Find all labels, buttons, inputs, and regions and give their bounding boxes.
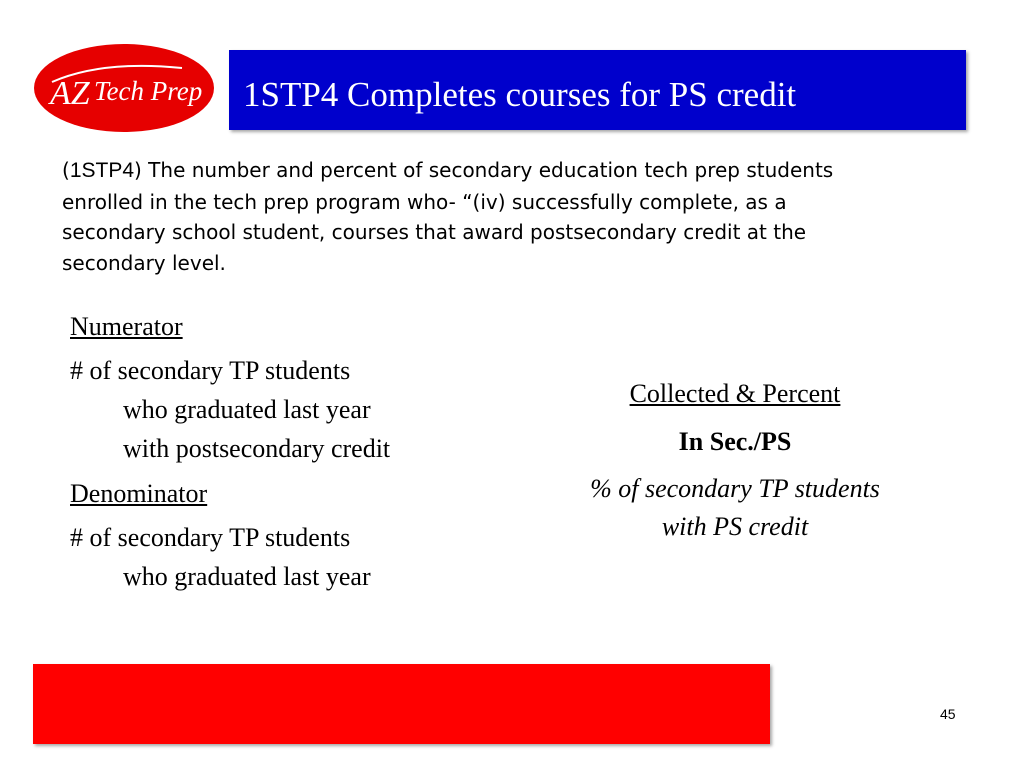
- denominator-heading: Denominator: [70, 479, 208, 508]
- collected-panel: [520, 372, 950, 546]
- collected-measure-line-1: % of secondary TP students: [590, 474, 880, 503]
- measure-definition: [62, 155, 892, 278]
- footer-bar: [33, 664, 770, 744]
- denominator-text: [70, 518, 510, 596]
- numerator-denominator-panel: [70, 307, 510, 602]
- denominator-line-2: who graduated last year: [123, 562, 371, 591]
- numerator-line-1: # of secondary TP students: [70, 356, 351, 385]
- definition-text: ) The number and percent of secondary education tech prep students enrolled in the tech prep program who- “(iv) successfully complete, as a secondary school student, courses that award postsecondary credit at the secondary level.: [62, 158, 834, 275]
- title-bar: [229, 50, 966, 130]
- numerator-heading: Numerator: [70, 312, 183, 341]
- numerator-line-3: with postsecondary credit: [123, 434, 391, 463]
- slide-title: 1STP4 Completes courses for PS credit: [243, 74, 797, 114]
- logo-graphic: [32, 42, 216, 134]
- logo-mark: AZ: [50, 75, 90, 112]
- collected-measure-line-2: with PS credit: [661, 512, 809, 541]
- collected-where: In Sec./PS: [678, 427, 792, 456]
- logo-word: Tech Prep: [94, 76, 203, 106]
- page-number: 45: [940, 706, 956, 722]
- az-tech-prep-logo: [32, 42, 216, 134]
- definition-id: 1STP4: [69, 159, 135, 182]
- collected-measure: [520, 470, 950, 546]
- numerator-line-2: who graduated last year: [123, 395, 371, 424]
- collected-heading: Collected & Percent: [629, 379, 841, 408]
- definition-open-paren: (: [62, 158, 70, 182]
- denominator-line-1: # of secondary TP students: [70, 523, 351, 552]
- numerator-text: [70, 351, 510, 468]
